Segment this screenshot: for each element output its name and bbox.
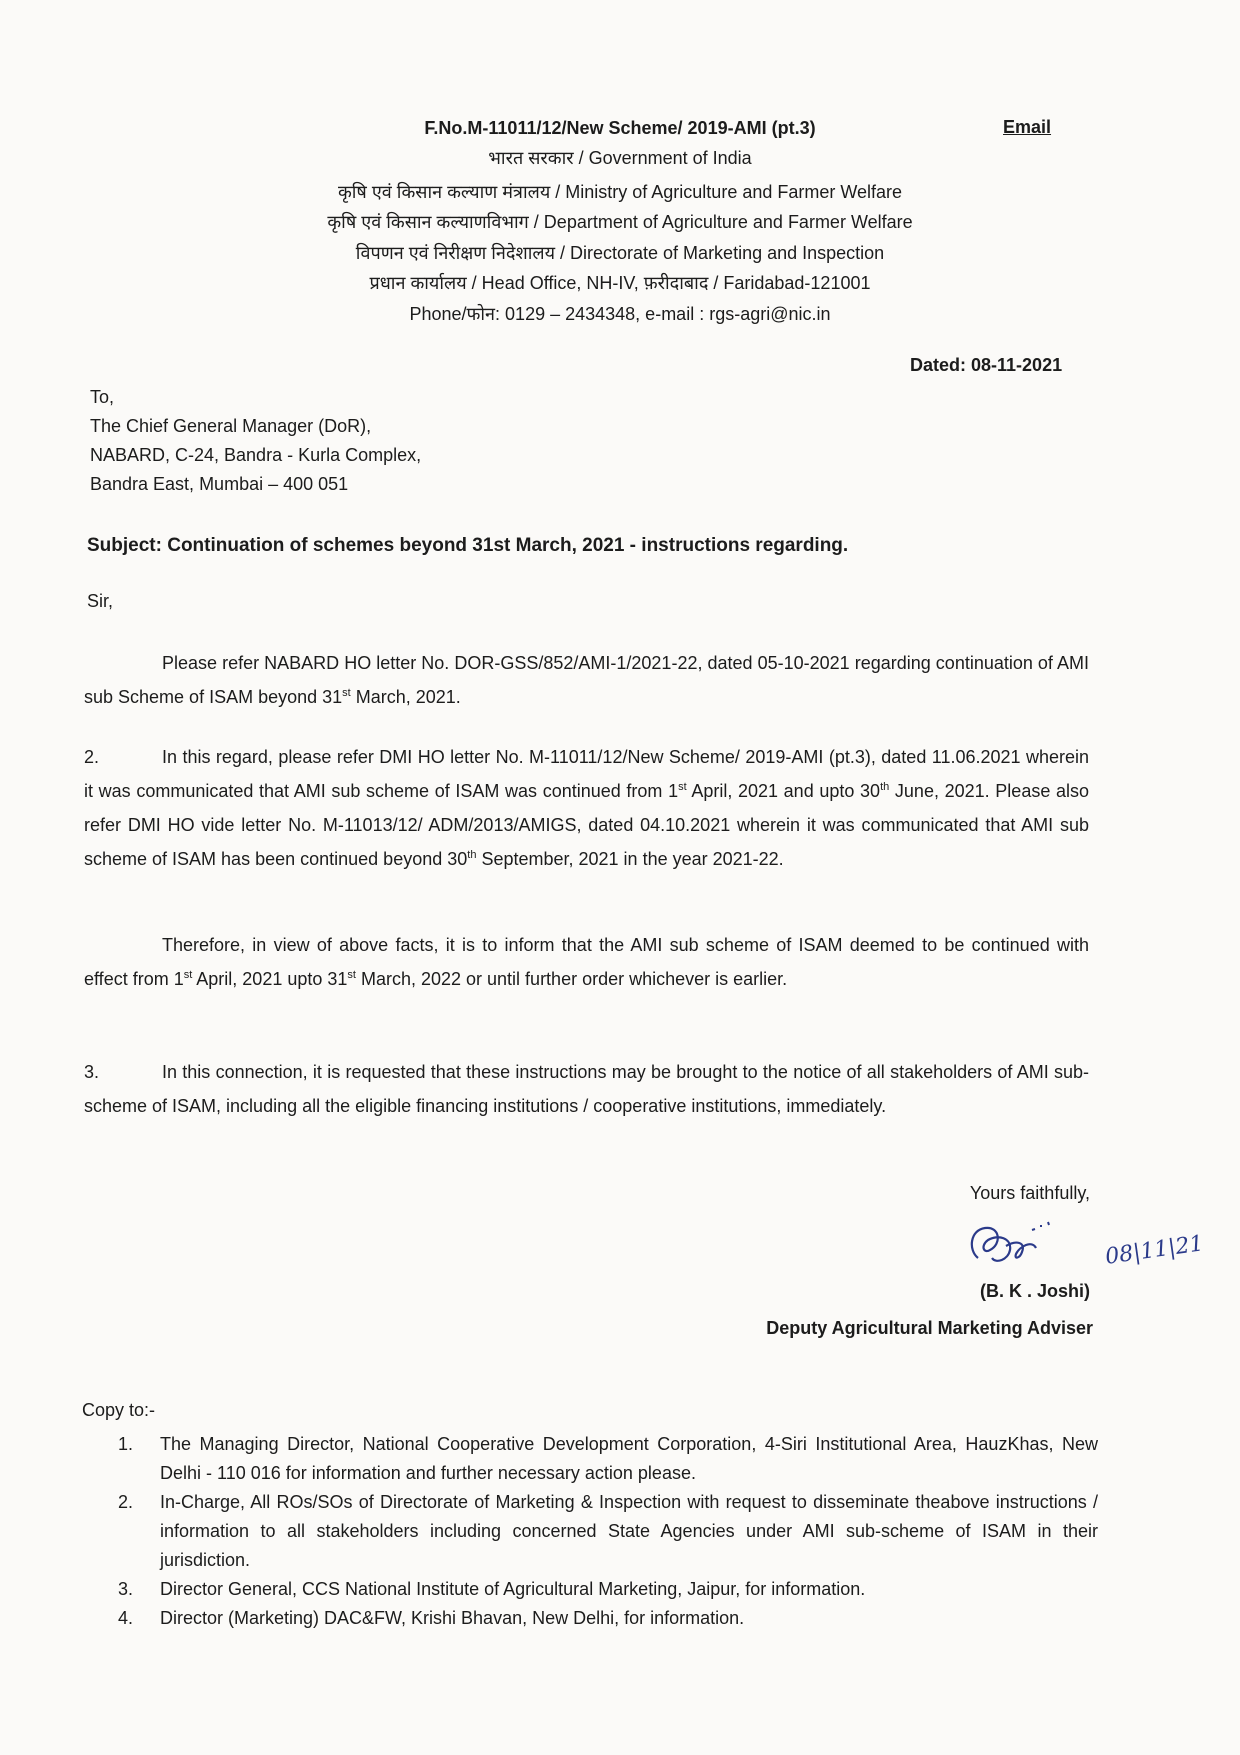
addressee-title: The Chief General Manager (DoR),	[90, 416, 372, 436]
header-line-directorate: विपणन एवं निरीक्षण निदेशालय / Directorate of Marketing and Inspection	[355, 243, 885, 263]
paragraph-2: 2. In this regard, please refer DMI HO letter No. M-11011/12/New Scheme/ 2019-AMI (pt.3), dated 11.06.2021 wherein it was communicated that AMI sub scheme of ISAM was continued from 1st April, 2021 and upto 30th June, 2021. Please also refer DMI HO vide letter No. M-11013/12/ ADM/2013/AMIGS, dated 04.10.2021 wherein it was communicated that AMI sub scheme of ISAM has been continued beyond 30th September, 2021 in the year 2021-22.	[84, 740, 1089, 876]
paragraph-1: Please refer NABARD HO letter No. DOR-GSS/852/AMI-1/2021-22, dated 05-10-2021 regarding continuation of AMI sub Scheme of ISAM beyond 31st March, 2021.	[84, 653, 1089, 707]
header-line-office: प्रधान कार्यालय / Head Office, NH-IV, फ़रीदाबाद / Faridabad-121001	[369, 273, 871, 293]
addressee-address-1: NABARD, C-24, Bandra - Kurla Complex,	[90, 445, 422, 465]
header-line-govt: भारत सरकार / Government of India	[488, 148, 752, 168]
salutation: Sir,	[87, 591, 114, 611]
paragraph-3: Therefore, in view of above facts, it is to inform that the AMI sub scheme of ISAM deemed to be continued with effect from 1st April, 2021 upto 31st March, 2022 or until further order whichever is earlier.	[84, 935, 1089, 989]
email-tag: Email	[1003, 117, 1052, 137]
paragraph-number: 2.	[84, 747, 100, 767]
header-line-ministry: कृषि एवं किसान कल्याण मंत्रालय / Ministry of Agriculture and Farmer Welfare	[337, 182, 903, 202]
list-item: 2. In-Charge, All ROs/SOs of Directorate of Marketing & Inspection with request to disseminate theabove instructions / information to all stakeholders including concerned State Agencies under AMI sub-scheme of ISAM in their jurisdiction.	[118, 1492, 1098, 1570]
list-item: 3. Director General, CCS National Institute of Agricultural Marketing, Jaipur, for information.	[118, 1579, 866, 1599]
header-line-department: कृषि एवं किसान कल्याणविभाग / Department of Agriculture and Farmer Welfare	[327, 212, 913, 232]
addressee-address-2: Bandra East, Mumbai – 400 051	[90, 474, 349, 494]
list-item: 1. The Managing Director, National Cooperative Development Corporation, 4-Siri Institutional Area, HauzKhas, New Delhi - 110 016 for information and further necessary action please.	[118, 1434, 1098, 1483]
list-item: 4. Director (Marketing) DAC&FW, Krishi Bhavan, New Delhi, for information.	[118, 1608, 745, 1628]
paragraph-number: 3.	[84, 1062, 100, 1082]
header-line-contact: Phone/फोन: 0129 – 2434348, e-mail : rgs-agri@nic.in	[409, 304, 831, 324]
copy-to-label: Copy to:-	[82, 1400, 156, 1420]
file-number: F.No.M-11011/12/New Scheme/ 2019-AMI (pt.3)	[424, 118, 816, 138]
signatory-name: (B. K . Joshi)	[979, 1281, 1090, 1301]
paragraph-4: 3. In this connection, it is requested that these instructions may be brought to the notice of all stakeholders of AMI sub-scheme of ISAM, including all the eligible financing institutions / cooperative institutions, immediately.	[84, 1055, 1089, 1123]
subject-line: Subject: Continuation of schemes beyond 31st March, 2021 - instructions regarding.	[87, 535, 849, 556]
yours-faithfully: Yours faithfully,	[969, 1183, 1090, 1203]
addressee-to: To,	[90, 387, 115, 407]
addressee-block	[90, 383, 421, 499]
copy-to-list	[118, 1430, 1098, 1633]
signatory-designation: Deputy Agricultural Marketing Adviser	[766, 1318, 1093, 1338]
dated-line: Dated: 08-11-2021	[910, 355, 1063, 375]
signature-date: 08|11|21	[1103, 1231, 1206, 1270]
